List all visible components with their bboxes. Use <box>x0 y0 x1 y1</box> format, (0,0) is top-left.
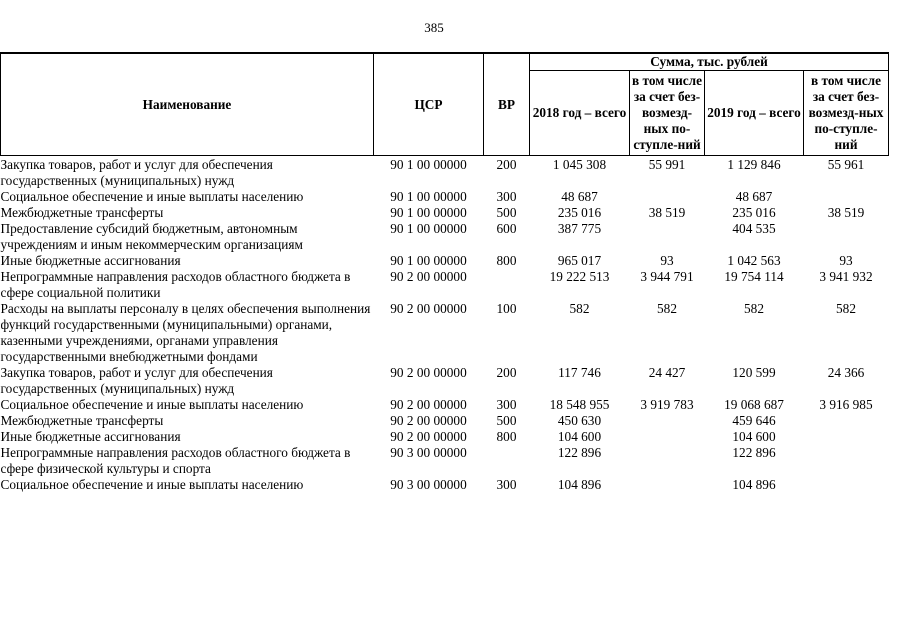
row-csr: 90 3 00 00000 <box>390 477 467 492</box>
row-2018-gratuitous: 3 944 791 <box>640 269 694 284</box>
row-2018-gratuitous: 3 919 783 <box>640 397 694 412</box>
header-2019-total: 2019 год – всего <box>705 71 804 156</box>
row-name: Предоставление субсидий бюджетным, автономным учреждениям и иным некоммерческим организациям <box>0 221 303 252</box>
row-vr: 500 <box>496 205 517 220</box>
row-2019-gratuitous <box>804 221 889 253</box>
row-2019-total: 235 016 <box>732 205 776 220</box>
table-row <box>1 189 889 205</box>
row-2019-gratuitous: 3 916 985 <box>819 397 873 412</box>
row-csr: 90 1 00 00000 <box>390 253 467 268</box>
row-csr: 90 3 00 00000 <box>390 445 467 460</box>
header-2019-gratuitous: в том числе за счет без-возмезд-ных по-ступле-ний <box>804 71 889 156</box>
row-2019-total: 404 535 <box>732 221 776 236</box>
table-row <box>1 221 889 253</box>
row-2018-gratuitous: 38 519 <box>648 205 686 220</box>
row-2019-gratuitous <box>804 189 889 205</box>
table-row <box>1 269 889 301</box>
row-2019-gratuitous <box>804 445 889 477</box>
row-2019-total: 104 896 <box>732 477 776 492</box>
row-name: Непрограммные направления расходов областного бюджета в сфере физической культуры и спорта <box>0 445 351 476</box>
table-row <box>1 413 889 429</box>
table-row <box>1 156 889 190</box>
row-2019-gratuitous: 24 366 <box>827 365 865 380</box>
row-2018-gratuitous <box>630 429 705 445</box>
row-2019-total: 1 042 563 <box>727 253 781 268</box>
row-vr: 200 <box>496 365 517 380</box>
row-vr: 100 <box>496 301 517 316</box>
row-2018-total: 48 687 <box>561 189 598 204</box>
row-2019-total: 582 <box>744 301 764 316</box>
row-vr: 800 <box>496 429 517 444</box>
row-2018-gratuitous <box>630 445 705 477</box>
row-vr: 300 <box>496 189 517 204</box>
budget-table <box>0 52 889 493</box>
row-csr: 90 1 00 00000 <box>390 157 467 172</box>
row-vr: 800 <box>496 253 517 268</box>
row-vr: 500 <box>496 413 517 428</box>
row-2018-gratuitous <box>630 413 705 429</box>
table-row <box>1 429 889 445</box>
row-name: Социальное обеспечение и иные выплаты населению <box>0 189 304 204</box>
row-name: Иные бюджетные ассигнования <box>0 253 181 268</box>
row-2018-total: 450 630 <box>557 413 602 428</box>
row-2018-total: 582 <box>569 301 590 316</box>
row-name: Непрограммные направления расходов областного бюджета в сфере социальной политики <box>0 269 351 300</box>
row-name: Закупка товаров, работ и услуг для обеспечения государственных (муниципальных) нужд <box>0 157 273 188</box>
row-name: Социальное обеспечение и иные выплаты населению <box>0 477 304 492</box>
header-csr: ЦСР <box>374 53 484 156</box>
row-2019-gratuitous: 3 941 932 <box>819 269 873 284</box>
table-row <box>1 445 889 477</box>
row-csr: 90 2 00 00000 <box>390 429 467 444</box>
row-2018-total: 104 896 <box>557 477 602 492</box>
row-vr: 300 <box>496 397 517 412</box>
row-2018-total: 18 548 955 <box>549 397 610 412</box>
header-2018-total: 2018 год – всего <box>530 71 630 156</box>
row-name: Расходы на выплаты персоналу в целях обеспечения выполнения функций государственными (муниципальными) органами, казенными учреждениями, органами управления государственными внебюджетными фондами <box>0 301 371 364</box>
header-vr: ВР <box>484 53 530 156</box>
row-name: Закупка товаров, работ и услуг для обеспечения государственных (муниципальных) нужд <box>0 365 273 396</box>
table-row <box>1 205 889 221</box>
row-2018-total: 387 775 <box>557 221 602 236</box>
row-2019-total: 459 646 <box>732 413 776 428</box>
row-csr: 90 1 00 00000 <box>390 221 467 236</box>
table-body <box>1 156 889 494</box>
table-row <box>1 365 889 397</box>
row-2018-total: 122 896 <box>557 445 602 460</box>
row-2018-gratuitous: 582 <box>657 301 677 316</box>
row-2018-total: 117 746 <box>558 365 601 380</box>
row-2019-total: 120 599 <box>732 365 776 380</box>
row-2019-gratuitous: 582 <box>836 301 856 316</box>
row-csr: 90 1 00 00000 <box>390 189 467 204</box>
row-2018-total: 19 222 513 <box>549 269 610 284</box>
header-2018-gratuitous: в том числе за счет без-возмезд-ных по-ступле-ний <box>630 71 705 156</box>
row-csr: 90 1 00 00000 <box>390 205 467 220</box>
row-2018-total: 235 016 <box>557 205 602 220</box>
header-name: Наименование <box>1 53 374 156</box>
page-number: 385 <box>424 20 444 35</box>
row-2018-gratuitous: 55 991 <box>648 157 686 172</box>
row-2018-gratuitous <box>630 221 705 253</box>
row-2018-gratuitous: 24 427 <box>648 365 686 380</box>
header-sum: Сумма, тыс. рублей <box>530 53 889 71</box>
table-row <box>1 301 889 365</box>
row-2018-total: 104 600 <box>557 429 602 444</box>
row-2019-gratuitous: 55 961 <box>827 157 865 172</box>
row-name: Межбюджетные трансферты <box>0 413 164 428</box>
row-2019-total: 1 129 846 <box>727 157 781 172</box>
row-2019-total: 122 896 <box>732 445 776 460</box>
row-2018-gratuitous: 93 <box>660 253 674 268</box>
row-vr: 600 <box>496 221 517 236</box>
table-row <box>1 253 889 269</box>
row-2019-gratuitous <box>804 429 889 445</box>
row-2019-total: 19 068 687 <box>724 397 784 412</box>
row-csr: 90 2 00 00000 <box>390 365 467 380</box>
row-csr: 90 2 00 00000 <box>390 413 467 428</box>
row-vr <box>484 269 530 301</box>
row-csr: 90 2 00 00000 <box>390 397 467 412</box>
table-row <box>1 477 889 493</box>
row-2018-total: 1 045 308 <box>552 157 607 172</box>
row-2018-gratuitous <box>630 477 705 493</box>
row-2019-gratuitous: 38 519 <box>827 205 865 220</box>
row-name: Социальное обеспечение и иные выплаты населению <box>0 397 304 412</box>
row-2019-gratuitous <box>804 413 889 429</box>
row-vr: 200 <box>496 157 517 172</box>
table-row <box>1 397 889 413</box>
row-2019-total: 48 687 <box>735 189 773 204</box>
row-2019-total: 19 754 114 <box>724 269 784 284</box>
row-vr: 300 <box>496 477 517 492</box>
row-2018-total: 965 017 <box>557 253 602 268</box>
row-2019-gratuitous <box>804 477 889 493</box>
row-name: Межбюджетные трансферты <box>0 205 164 220</box>
row-vr <box>484 445 530 477</box>
row-csr: 90 2 00 00000 <box>390 301 467 316</box>
row-2018-gratuitous <box>630 189 705 205</box>
row-name: Иные бюджетные ассигнования <box>0 429 181 444</box>
row-2019-gratuitous: 93 <box>839 253 853 268</box>
row-2019-total: 104 600 <box>732 429 776 444</box>
row-csr: 90 2 00 00000 <box>390 269 467 284</box>
